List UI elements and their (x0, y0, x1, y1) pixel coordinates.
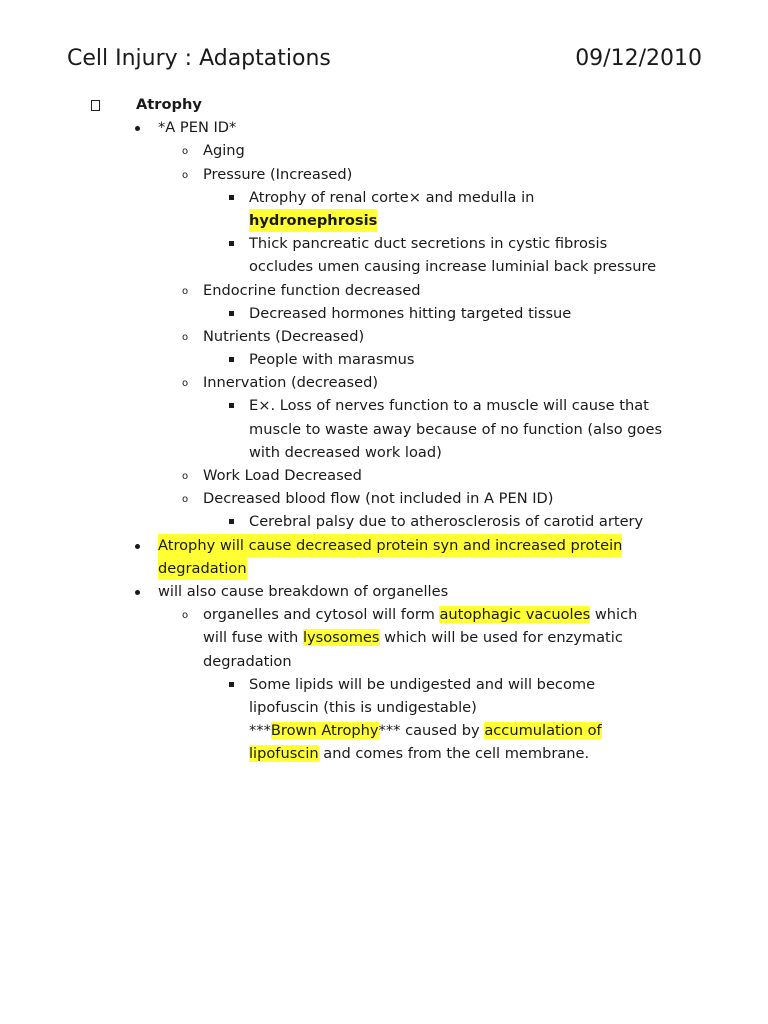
highlighted-text: degradation (158, 557, 247, 580)
list-item-continuation (0, 742, 768, 765)
item-text (249, 742, 589, 765)
item-text: will also cause breakdown of organelles (158, 582, 449, 600)
list-item (0, 371, 768, 394)
square-bullet-icon (229, 357, 234, 362)
disc-bullet-icon (135, 126, 140, 131)
list-item-continuation (0, 650, 768, 673)
disc-bullet-icon (135, 590, 140, 595)
item-text: with decreased work load) (249, 443, 442, 461)
list-item (0, 348, 768, 371)
text-run: which will be used for enzymatic (379, 629, 623, 647)
highlighted-term: hydronephrosis (249, 209, 377, 232)
item-text (203, 626, 623, 649)
circle-bullet-icon: o (182, 610, 189, 622)
list-item-continuation (0, 418, 768, 441)
item-text: lipofuscin (this is undigestable) (249, 698, 477, 716)
circle-bullet-icon: o (182, 169, 189, 181)
list-item-continuation (0, 441, 768, 464)
item-text (203, 603, 637, 626)
item-text: Cerebral palsy due to atherosclerosis of carotid artery (249, 513, 644, 531)
highlighted-term: lipofuscin (249, 745, 319, 763)
list-item (0, 673, 768, 696)
item-text (249, 719, 602, 742)
box-bullet-icon (91, 100, 100, 111)
item-text: Decreased blood flow (not included in A PEN ID) (203, 490, 554, 508)
list-item (0, 510, 768, 533)
list-item-continuation (0, 557, 768, 580)
item-text: Pressure (Increased) (203, 165, 353, 183)
list-item (0, 487, 768, 510)
square-bullet-icon (229, 403, 234, 408)
item-text: Decreased hormones hitting targeted tissue (249, 304, 572, 322)
text-run: *** (249, 722, 271, 740)
section-heading: Atrophy (136, 96, 202, 113)
disc-bullet-icon (135, 544, 140, 549)
square-bullet-icon (229, 519, 234, 524)
list-item (0, 534, 768, 557)
list-item (0, 232, 768, 255)
text-run: organelles and cytosol will form (203, 606, 440, 624)
document-body (0, 93, 768, 765)
highlighted-term: lysosomes (302, 629, 380, 647)
circle-bullet-icon: o (182, 331, 189, 343)
item-text: occludes umen causing increase luminial back pressure (249, 258, 657, 276)
list-item-continuation (0, 696, 768, 719)
circle-bullet-icon: o (182, 471, 189, 482)
list-item-continuation (0, 255, 768, 278)
text-run: and comes from the cell membrane. (318, 745, 590, 763)
circle-bullet-icon: o (182, 285, 189, 297)
list-item (0, 603, 768, 626)
list-item-continuation (0, 626, 768, 649)
square-bullet-icon (229, 195, 234, 200)
page-header (67, 46, 702, 78)
list-item (0, 139, 768, 162)
list-item (0, 580, 768, 603)
highlighted-term: Brown Atrophy (270, 722, 379, 740)
list-item (0, 302, 768, 325)
item-text: Atrophy of renal corte× and medulla in (249, 188, 535, 206)
square-bullet-icon (229, 311, 234, 316)
list-item (0, 279, 768, 302)
outline-heading-row (0, 93, 768, 116)
circle-bullet-icon: o (182, 378, 189, 390)
list-item (0, 116, 768, 139)
item-text: E×. Loss of nerves function to a muscle will cause that (249, 397, 649, 415)
item-text: muscle to waste away because of no function (also goes (249, 420, 663, 438)
item-text: Aging (203, 142, 245, 160)
highlighted-term: accumulation of (484, 722, 602, 740)
page-date: 09/12/2010 (575, 46, 702, 71)
highlighted-term: autophagic vacuoles (439, 606, 591, 624)
item-text: Some lipids will be undigested and will become (249, 675, 596, 693)
item-text: Work Load Decreased (203, 467, 362, 484)
list-item (0, 325, 768, 348)
highlighted-text: Atrophy will cause decreased protein syn and increased protein (158, 534, 622, 557)
page-title: Cell Injury : Adaptations (67, 46, 331, 71)
circle-bullet-icon: o (182, 494, 189, 506)
list-item-continuation (0, 719, 768, 742)
square-bullet-icon (229, 682, 234, 687)
item-text: Innervation (decreased) (203, 374, 379, 392)
text-run: *** caused by (378, 722, 485, 740)
list-item (0, 464, 768, 487)
item-text: Nutrients (Decreased) (203, 327, 365, 345)
square-bullet-icon (229, 241, 234, 246)
item-text: Endocrine function decreased (203, 281, 421, 299)
item-text: People with marasmus (249, 351, 415, 369)
item-text: degradation (203, 652, 292, 670)
mnemonic-text: *A PEN ID* (158, 119, 237, 137)
item-text: Thick pancreatic duct secretions in cystic fibrosis (249, 235, 608, 253)
list-item (0, 163, 768, 186)
circle-bullet-icon: o (182, 146, 189, 158)
list-item (0, 394, 768, 417)
text-run: will fuse with (203, 629, 303, 647)
text-run: which (590, 606, 638, 624)
list-item (0, 186, 768, 209)
list-item-continuation (0, 209, 768, 232)
